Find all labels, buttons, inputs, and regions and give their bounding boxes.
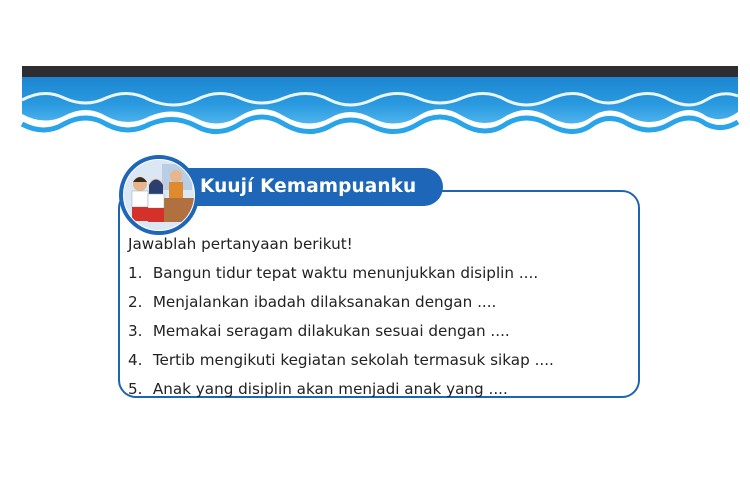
instruction-text: Jawablah pertanyaan berikut!	[128, 235, 353, 253]
question-item	[128, 288, 636, 317]
question-item	[128, 317, 636, 346]
question-text: Menjalankan ibadah dilaksanakan dengan ....	[152, 293, 497, 311]
question-number: 1.	[128, 264, 143, 282]
question-number: 5.	[128, 380, 143, 398]
question-text: Bangun tidur tepat waktu menunjukkan disiplin ....	[152, 264, 539, 282]
card-content	[128, 230, 636, 404]
question-number: 4.	[128, 351, 143, 369]
question-number: 3.	[128, 322, 143, 340]
card-title: Kuují Kemampuanku	[200, 176, 417, 197]
question-text: Tertib mengikuti kegiatan sekolah termasuk sikap ....	[152, 351, 554, 369]
question-text: Memakai seragam dilakukan sesuai dengan ....	[152, 322, 510, 340]
question-item	[128, 375, 636, 404]
wave-banner-graphic	[0, 0, 750, 150]
question-item	[128, 259, 636, 288]
question-number: 2.	[128, 293, 143, 311]
question-item	[128, 346, 636, 375]
question-text: Anak yang disiplin akan menjadi anak yang ....	[152, 380, 508, 398]
wave-banner	[0, 0, 750, 150]
students-illustration-icon	[118, 154, 200, 236]
